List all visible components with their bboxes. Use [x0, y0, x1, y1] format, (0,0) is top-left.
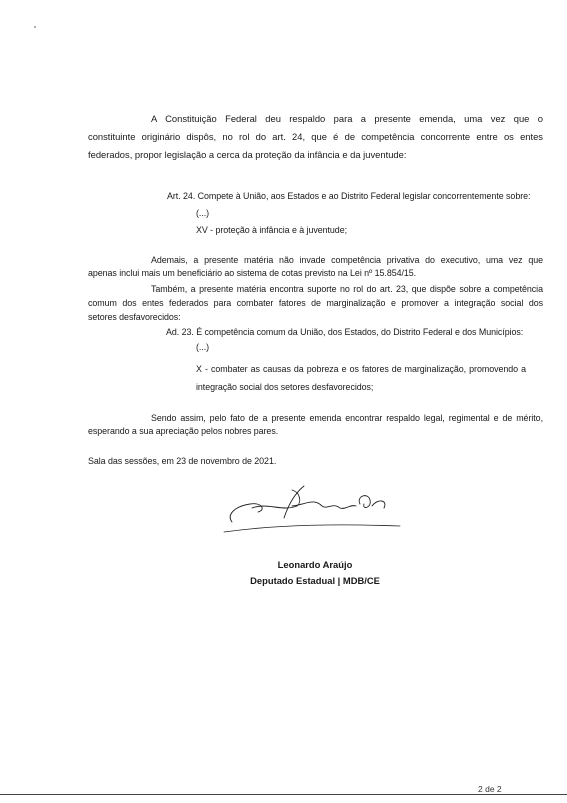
- handwritten-signature: [222, 484, 402, 534]
- footer-rule: [0, 794, 567, 795]
- art24-ellipsis: (...): [196, 208, 210, 218]
- closing-date: Sala das sessões, em 23 de novembro de 2021.: [88, 456, 277, 466]
- tambem-line-1: Também, a presente matéria encontra suporte no rol do art. 23, que dispõe sobre a competência: [151, 284, 543, 294]
- art23-caput: Ad. 23. É competência comum da União, dos Estados, do Distrito Federal e dos Municípios:: [166, 327, 524, 337]
- tambem-line-3: setores desfavorecidos:: [88, 312, 181, 322]
- intro-line-1: A Constituição Federal deu respaldo para a presente emenda, uma vez que o: [151, 113, 543, 124]
- art23-item-x-line-2: integração social dos setores desfavorecidos;: [196, 382, 374, 392]
- conclusion-line-1: Sendo assim, pelo fato de a presente emenda encontrar respaldo legal, regimental e de mérito,: [151, 413, 543, 423]
- tambem-line-2: comum dos entes federados para combater fatores de marginalização e promover a integração social dos: [88, 298, 543, 308]
- signatory-name: Leonardo Araújo: [277, 559, 353, 570]
- art24-caput: Art. 24. Compete à União, aos Estados e ao Distrito Federal legislar concorrentemente sobre:: [167, 191, 531, 201]
- art23-ellipsis: (...): [196, 342, 210, 352]
- signatory-role: Deputado Estadual | MDB/CE: [250, 575, 380, 586]
- page-number: 2 de 2: [478, 784, 502, 794]
- intro-line-2: constituinte originário dispôs, no rol do art. 24, que é de competência concorrente entre os entes: [88, 131, 543, 142]
- art23-item-x-line-1: X - combater as causas da pobreza e os fatores de marginalização, promovendo a: [196, 364, 526, 374]
- ademais-line-2: apenas inclui mais um beneficiário ao sistema de cotas previsto na Lei nº 15.854/15.: [88, 268, 417, 278]
- art24-item-xv: XV - proteção à infância e à juventude;: [196, 225, 347, 235]
- scan-speck: [34, 26, 36, 28]
- conclusion-line-2: esperando a sua apreciação pelos nobres pares.: [88, 426, 279, 436]
- ademais-line-1: Ademais, a presente matéria não invade competência privativa do executivo, uma vez que: [151, 255, 543, 265]
- intro-line-3: federados, propor legislação a cerca da proteção da infância e da juventude:: [88, 149, 407, 160]
